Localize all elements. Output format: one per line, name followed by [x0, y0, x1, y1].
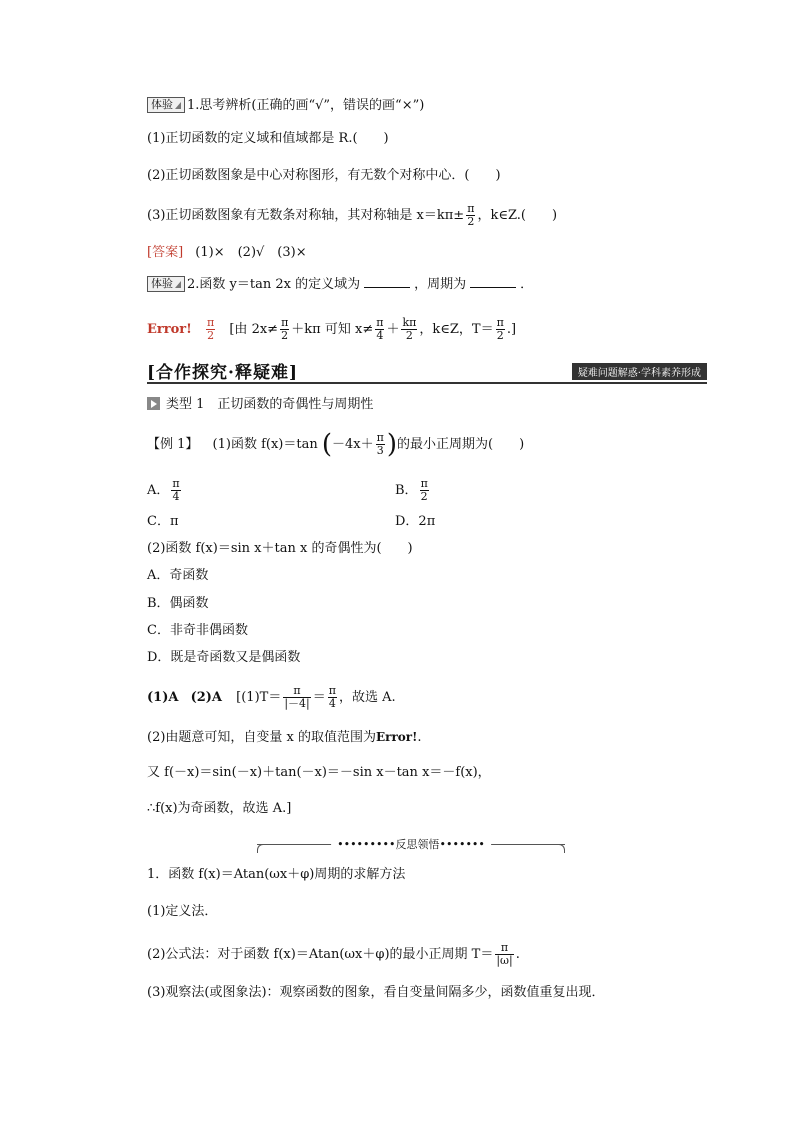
- exercise-2-mid: ，周期为: [414, 277, 467, 292]
- answer-text: (1)× (2)√ (3)×: [195, 245, 307, 260]
- option-c: C．π: [147, 514, 179, 529]
- fraction-num: kπ: [402, 316, 417, 329]
- example-1-q1: [147, 429, 525, 460]
- fraction-den: 3: [376, 444, 384, 457]
- fraction-den: 2: [281, 329, 289, 342]
- fraction: [328, 685, 337, 710]
- solution-1-eq: ＝: [312, 690, 326, 705]
- answer-2: (2)A: [190, 690, 223, 705]
- section-header: [147, 358, 707, 384]
- tiyan-badge: 体验: [147, 97, 185, 113]
- section-tag: 疑难问题解惑·学科素养形成: [572, 363, 707, 380]
- example-label: 【例 1】: [147, 437, 199, 452]
- method-3: (3)观察法(或图象法)：观察函数的图象，看自变量间隔多少，函数值重复出现．: [147, 985, 605, 1000]
- fraction-num: π: [328, 684, 336, 697]
- method-title: 1．函数 f(x)＝Atan(ωx＋φ)周期的求解方法: [147, 867, 406, 882]
- solution-answer-1: [147, 690, 178, 705]
- solution-line-1: [147, 685, 396, 710]
- fraction: [420, 478, 429, 503]
- fraction-den: 2: [405, 329, 413, 342]
- error-part-5: .]: [506, 322, 517, 337]
- exercise-2: [147, 275, 533, 294]
- exercise-1-title: [147, 97, 424, 115]
- answer-1: (1)A: [147, 690, 179, 705]
- fraction-den: |－4|: [284, 697, 310, 710]
- tiyan-badge: 体验: [147, 276, 185, 292]
- fraction-num: π: [281, 316, 289, 329]
- error-part-3: ＋: [386, 322, 400, 337]
- q2-option-c: C．非奇非偶函数: [147, 623, 248, 638]
- fraction-den: 4: [172, 490, 180, 503]
- solution-line-3: 又 f(－x)＝sin(－x)＋tan(－x)＝－sin x－tan x＝－f(x)，: [147, 765, 491, 780]
- solution-error: Error!: [376, 730, 418, 744]
- judge-item-2: (2)正切函数图象是中心对称图形，有无数个对称中心．( ): [147, 168, 501, 183]
- blank-line: [364, 275, 410, 288]
- exercise-1-text: 1.思考辨析(正确的画“√”，错误的画“×”): [187, 98, 425, 113]
- solution-line-2: [147, 728, 422, 747]
- q2-option-d: D．既是奇函数又是偶函数: [147, 650, 301, 665]
- fraction-num: π: [496, 316, 504, 329]
- fraction-den: |ω|: [496, 954, 513, 967]
- type-heading: [147, 396, 373, 414]
- fraction-num: π: [283, 685, 310, 698]
- divider-curl-right: [556, 844, 565, 853]
- solution-2-post: .: [417, 730, 422, 745]
- section-title: [合作探究·释疑难]: [147, 363, 299, 383]
- example-1-q2: (2)函数 f(x)＝sin x＋tan x 的奇偶性为( ): [147, 541, 413, 556]
- option-label: B．: [395, 483, 418, 498]
- fraction-num: π: [495, 942, 513, 955]
- fraction-num: π: [172, 477, 180, 490]
- option-b: [395, 478, 431, 503]
- error-part-2: ＋kπ 可知 x≠: [291, 322, 374, 337]
- judge-item-3: [147, 203, 557, 228]
- solution-1-pre: [(1)T＝: [236, 690, 282, 705]
- fraction-num: π: [467, 202, 475, 215]
- fraction-den: 2: [496, 329, 504, 342]
- option-label: A．: [147, 483, 170, 498]
- fraction: [171, 478, 180, 503]
- method-2-post: .: [515, 947, 520, 962]
- reflect-label: •••••••••反思领悟•••••••: [331, 838, 491, 852]
- fraction-den: 2: [467, 215, 475, 228]
- answer-label: [答案]: [147, 245, 184, 260]
- type-label: 类型 1 正切函数的奇偶性与周期性: [166, 397, 374, 412]
- judge-item-3-pre: (3)正切函数图象有无数条对称轴，其对称轴是 x＝kπ±: [147, 208, 465, 223]
- example-q1-post: 的最小正周期为( ): [397, 437, 525, 452]
- q2-option-b: B．偶函数: [147, 596, 209, 611]
- divider-curl-left: [257, 844, 266, 853]
- solution-line-4: ∴f(x)为奇函数，故选 A.]: [147, 801, 292, 816]
- example-q1-pre: (1)函数 f(x)＝tan: [212, 437, 318, 452]
- fraction-den: 4: [376, 329, 384, 342]
- fraction: [283, 685, 310, 710]
- q2-option-a: A．奇函数: [147, 568, 209, 583]
- left-paren: (: [321, 429, 333, 460]
- fraction-den: 4: [328, 697, 336, 710]
- solution-answer-2: [191, 690, 222, 705]
- exercise-2-pre: 2.函数 y＝tan 2x 的定义域为: [187, 277, 361, 292]
- fraction: [466, 203, 475, 228]
- answer-line: [147, 244, 307, 262]
- error-answer-line: [147, 317, 516, 342]
- judge-item-3-post: ，k∈Z.( ): [477, 208, 558, 223]
- fraction-den: 2: [420, 490, 428, 503]
- fraction: [496, 317, 505, 342]
- fraction: [375, 317, 384, 342]
- fraction: [401, 317, 417, 342]
- option-d: D．2π: [395, 514, 436, 529]
- fraction-num: π: [376, 316, 384, 329]
- method-2-pre: (2)公式法：对于函数 f(x)＝Atan(ωx＋φ)的最小正周期 T＝: [147, 947, 494, 962]
- fraction: [495, 942, 513, 967]
- fraction-den: 2: [207, 329, 215, 342]
- method-2: [147, 942, 520, 967]
- exercise-2-end: ．: [520, 277, 534, 292]
- error-part-1: [由 2x≠: [229, 322, 279, 337]
- solution-1-post: ，故选 A.: [339, 690, 396, 705]
- reflect-divider: [257, 838, 565, 852]
- blank-line: [470, 275, 516, 288]
- example-q1-inner: －4x＋: [332, 437, 374, 452]
- fraction: [280, 317, 289, 342]
- error-label: Error!: [147, 322, 192, 337]
- right-paren: ): [386, 429, 398, 460]
- answer-fraction: [206, 317, 215, 342]
- error-part-4: ，k∈Z，T＝: [419, 322, 494, 337]
- play-triangle-icon: [147, 397, 160, 410]
- fraction: [376, 432, 385, 457]
- option-a: [147, 478, 183, 503]
- judge-item-1: (1)正切函数的定义域和值域都是 R.( ): [147, 131, 389, 146]
- fraction-num: π: [376, 431, 384, 444]
- fraction-num: π: [420, 477, 428, 490]
- fraction-num: π: [206, 316, 215, 329]
- method-1: (1)定义法．: [147, 904, 218, 919]
- solution-2-pre: (2)由题意可知，自变量 x 的取值范围为: [147, 730, 377, 745]
